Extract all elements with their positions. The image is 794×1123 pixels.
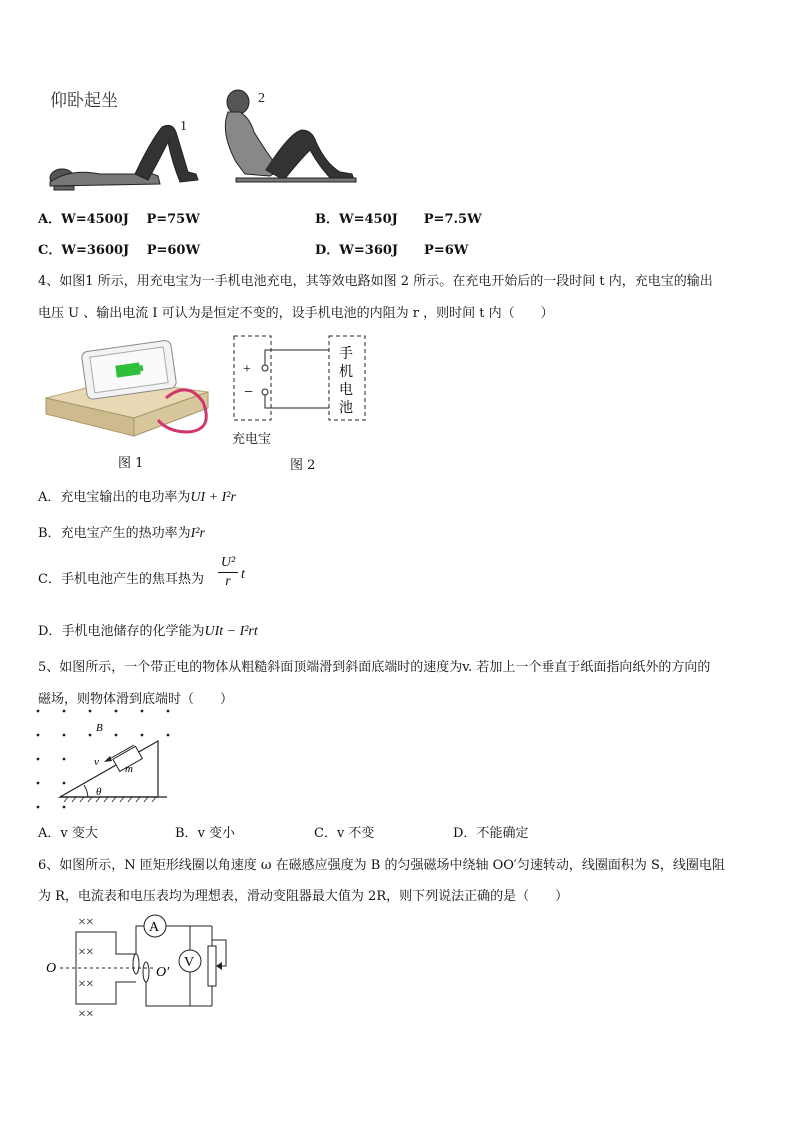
field-dot [167,710,170,713]
field-dot [37,758,40,761]
field-dot [115,710,118,713]
field-cross-row3: ×× [78,977,94,992]
q3-option-b: B．W=450J P=7.5W [315,212,482,227]
label-theta: θ [96,786,102,798]
q4-stem-line2: 电压 U 、输出电流 I 可认为是恒定不变的，设手机电池的内阻为 r ，则时间 t 内（ ） [38,306,554,321]
field-dot [37,734,40,737]
field-dot [37,806,40,809]
field-cross-row1: ×× [78,915,94,930]
field-dot [63,710,66,713]
field-dot [37,710,40,713]
q4-fig2-caption: 图 2 [290,458,316,473]
theta-arc [84,785,88,797]
plus-terminal: + [243,362,251,377]
axis-label-O: O [46,961,57,976]
axis-label-O-prime: O′ [156,965,170,980]
label-v: v [94,756,99,768]
pose-2-label: 2 [258,91,265,106]
q4-figure1-powerbank [38,340,218,445]
label-m: m [125,763,133,775]
ground-hatching [64,797,156,802]
q5-option-b: B．v 变小 [175,826,236,841]
q4-option-a-math: UI + I²r [190,490,236,505]
voltmeter-label: V [184,955,195,970]
slip-ring-1 [133,954,139,974]
q5-stem-line2: 磁场，则物体滑到底端时（ ） [38,692,234,707]
field-dot [167,734,170,737]
field-dot [141,734,144,737]
phone-label-2: 机 [339,365,353,380]
pose-1-label: 1 [180,119,187,134]
q5-figure-incline [30,705,175,817]
pose-1-person [50,125,198,190]
q3-option-a: A．W=4500J P=75W [38,212,200,227]
q4-charger-label: 充电宝 [232,432,272,447]
field-dot [63,806,66,809]
field-dot [63,758,66,761]
q6-stem-line1: 6、如图所示，N 匝矩形线圈以角速度 ω 在磁感应强度为 B 的匀强磁场中绕轴 OO′匀速转动，线圈面积为 S，线圈电阻 [38,858,725,873]
magnetic-field-dots [37,710,170,809]
q4-fig1-caption: 图 1 [118,456,144,471]
minus-terminal: − [244,384,254,401]
field-dot [141,710,144,713]
q3-option-c: C．W=3600J P=60W [38,243,201,258]
field-dot [63,782,66,785]
field-cross-row2: ×× [78,945,94,960]
q5-option-a: A．v 变大 [38,826,98,841]
field-dot [89,710,92,713]
q4-stem-line1: 4、如图1 所示，用充电宝为一手机电池充电，其等效电路如图 2 所示。在充电开始后的一段时间 t 内，充电宝的输出 [38,274,713,289]
incline [60,741,158,797]
q5-option-d: D．不能确定 [453,826,529,841]
q4-option-c-t: t [241,567,245,582]
label-B: B [96,722,103,734]
q3-option-d: D．W=360J P=6W [315,243,469,258]
phone-label-4: 池 [339,401,353,416]
q4-option-c-fraction: U² r [218,554,238,591]
q5-stem-line1: 5、如图所示，一个带正电的物体从粗糙斜面顶端滑到斜面底端时的速度为v. 若加上一个垂直于纸面指向纸外的方向的 [38,660,711,675]
pose-2-person [225,90,356,182]
q4-option-b: B．充电宝产生的热功率为I²r [38,526,205,541]
q4-option-b-math: I²r [190,526,205,541]
field-cross-row4: ×× [78,1007,94,1022]
field-dot [37,782,40,785]
field-dot [63,734,66,737]
field-dot [115,734,118,737]
rheostat [208,946,216,986]
q6-figure-generator-circuit [40,910,250,1025]
q4-option-a: A．充电宝输出的电功率为UI + I²r [38,490,236,505]
q5-option-c: C．v 不变 [314,826,375,841]
q4-option-c: C．手机电池产生的焦耳热为 [38,572,204,587]
phone-label-1: 手 [339,347,353,362]
phone-label-3: 电 [339,383,353,398]
slip-ring-2 [143,962,149,982]
q6-stem-line2: 为 R，电流表和电压表均为理想表，滑动变阻器最大值为 2R，则下列说法正确的是（ ） [38,889,569,904]
q4-option-d-math: UIt − I²rt [204,624,258,639]
q4-option-d: D．手机电池储存的化学能为UIt − I²rt [38,624,258,639]
ammeter-label: A [149,920,160,935]
situps-caption: 仰卧起坐 [50,91,118,111]
situps-figure [40,82,370,194]
field-dot [89,734,92,737]
